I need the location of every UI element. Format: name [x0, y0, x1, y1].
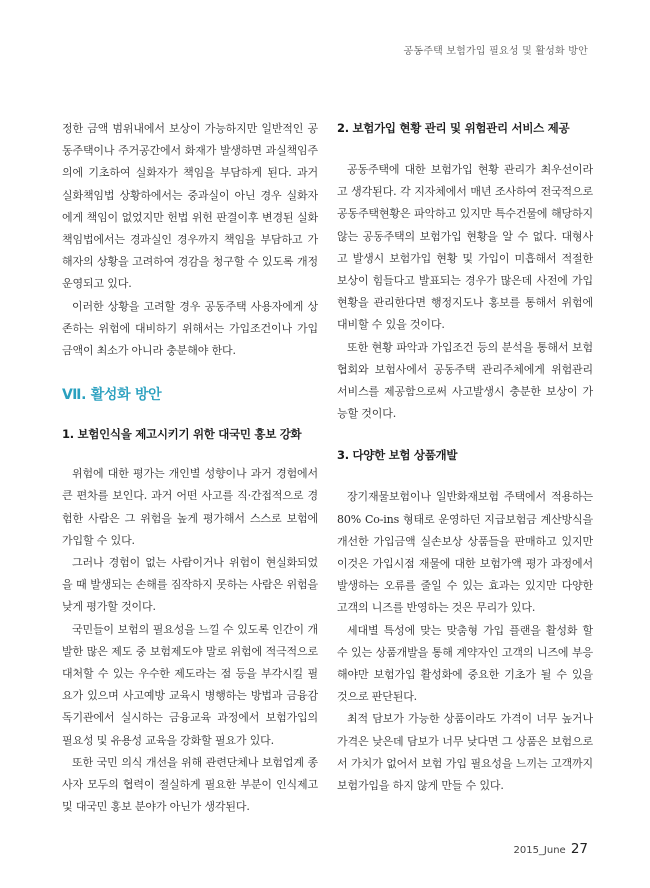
- body-paragraph: 국민들이 보험의 필요성을 느낄 수 있도록 인간이 개발한 많은 제도 중 보험제도야 말로 위험에 적극적으로 대처할 수 있는 우수한 제도라는 점 등을 부각시킬 필요가 있으며 사고예방 교육시 병행하는 방법과 금융감독기관에서 실시하는 금융교육 과정에서 보험가입의 필요성 및 유용성 교육을 강화할 필요가 있다.: [62, 622, 318, 747]
- subsection-title: 3. 다양한 보험 상품개발: [337, 448, 458, 463]
- body-paragraph: 위험에 대한 평가는 개인별 성향이나 과거 경험에서 큰 편차를 보인다. 과거 어떤 사고를 직·간접적으로 경험한 사람은 그 위험을 높게 평가해서 스스로 보험에 가입할 수 있다.: [62, 467, 318, 547]
- body-paragraph: 세대별 특성에 맞는 맞춤형 가입 플랜을 활성화 할 수 있는 상품개발을 통해 계약자인 고객의 니즈에 부응해야만 보험가입 활성화에 중요한 기초가 될 수 있을 것으로 판단된다.: [337, 623, 593, 704]
- body-paragraph: 그러나 경험이 없는 사람이거나 위험이 현실화되었을 때 발생되는 손해를 짐작하지 못하는 사람은 위험을 낮게 평가할 것이다.: [62, 556, 318, 614]
- body-paragraph: 이러한 상황을 고려할 경우 공동주택 사용자에게 상존하는 위험에 대비하기 위해서는 가입조건이나 가입금액이 최소가 아니라 충분해야 한다.: [62, 299, 318, 358]
- subsection-title: 2. 보험가입 현황 관리 및 위험관리 서비스 제공: [337, 121, 570, 135]
- left-column: [62, 118, 318, 818]
- body-paragraph: 또한 현황 파악과 가입조건 등의 분석을 통해서 보험협회와 보험사에서 공동주택 관리주체에게 위험관리 서비스를 제공함으로써 사고발생시 충분한 보상이 가능할 것이다.: [337, 340, 593, 421]
- body-paragraph: 최적 담보가 가능한 상품이라도 가격이 너무 높거나 가격은 낮은데 담보가 너무 낮다면 그 상품은 보험으로서 가치가 없어서 보험 가입 필요성을 느끼는 고객까지 보험가입을 하지 않게 만들 수 있다.: [337, 712, 593, 793]
- running-header: 공동주택 보험가입 필요성 및 활성화 방안: [403, 46, 588, 57]
- page-number: 27: [570, 841, 588, 857]
- body-paragraph: 정한 금액 범위내에서 보상이 가능하지만 일반적인 공동주택이나 주거공간에서 화재가 발생하면 과실책임주의에 기초하여 실화자가 책임을 부담하게 된다. 과거 실화책임법 상황하에서는 중과실이 아닌 경우 실화자에게 책임이 없었지만 헌법 위헌 판결이후 변경된 실화책임법에서는 경과실인 경우까지 책임을 부담하고 가해자의 상황을 고려하여 경감을 청구할 수 있도록 개정 운영되고 있다.: [62, 122, 318, 291]
- body-paragraph: 장기재물보험이나 일반화재보험 주택에서 적용하는 80% Co-ins 형태로 운영하던 지급보험금 계산방식을 개선한 가입금액 실손보상 상품들을 판매하고 있지만 이것은 가입시점 재물에 대한 보험가액 평가 과정에서 발생하는 오류를 줄일 수 있는 효과는 있지만 다양한 고객의 니즈를 반영하는 것은 무리가 있다.: [337, 490, 593, 615]
- section-heading: Ⅶ. 활성화 방안: [62, 387, 162, 404]
- body-paragraph: 또한 국민 의식 개선을 위해 관련단체나 보험업계 종사자 모두의 협력이 절실하게 필요한 부분이 인식제고 및 대국민 홍보 분야가 아닌가 생각된다.: [62, 755, 318, 814]
- body-paragraph: 공동주택에 대한 보험가입 현황 관리가 최우선이라고 생각된다. 각 지자체에서 매년 조사하여 전국적으로 공동주택현황은 파악하고 있지만 특수건물에 해당하지 않는 공동주택의 보험가입 현황을 알 수 없다. 대형사고 발생시 보험가입 현황 및 가입이 미흡해서 적절한 보상이 힘들다고 발표되는 경우가 많은데 사전에 가입현황을 관리한다면 행정지도나 홍보를 통해서 위험에 대비할 수 있을 것이다.: [337, 163, 593, 332]
- page-footer: [513, 838, 588, 857]
- subsection-title: 1. 보험인식을 제고시키기 위한 대국민 홍보 강화: [62, 427, 302, 442]
- issue-label: 2015_June: [513, 845, 566, 856]
- right-column: [337, 118, 593, 797]
